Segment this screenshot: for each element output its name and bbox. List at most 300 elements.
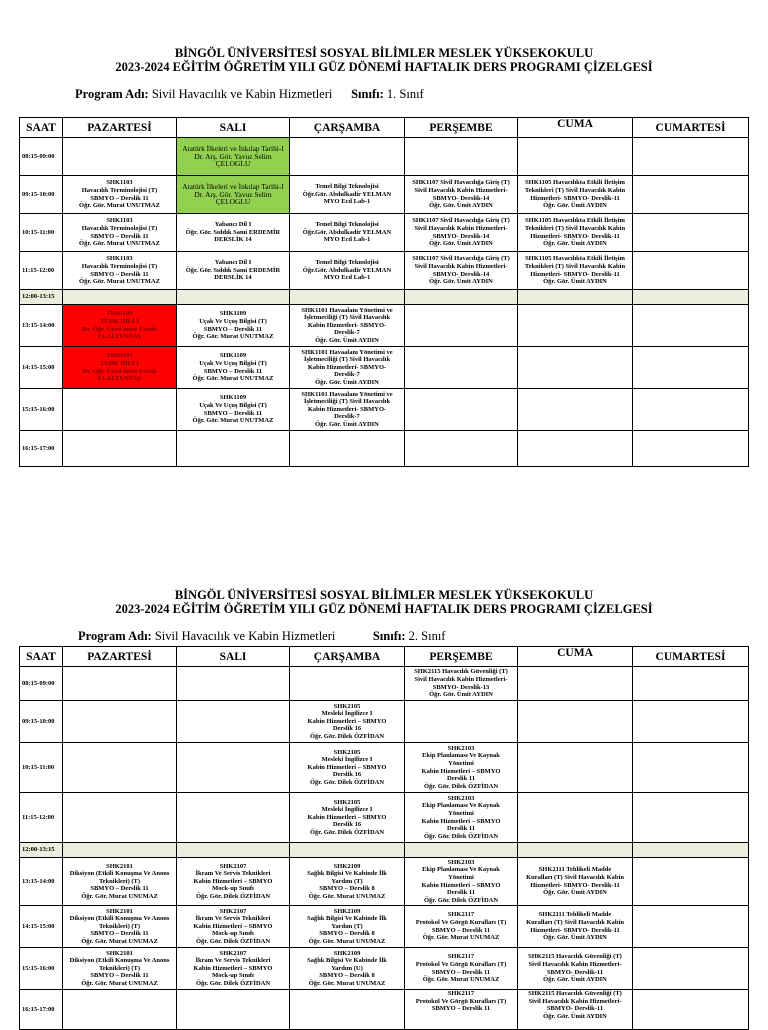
schedule-cell [177,858,290,906]
time-cell: 09:15-10:00 [20,701,63,743]
schedule-cell [177,252,290,290]
time-cell: 12:00-13:15 [20,843,63,858]
schedule-cell [405,176,518,214]
cell-line: Kabin Hizmetleri – SBMYO [193,922,273,930]
cell-line: Öğr. Gör. Murat UNUTMAZ [79,278,160,286]
cell-line: Mock-up Sınıfı [212,930,254,938]
schedule-cell [177,138,290,176]
schedule-table-2 [19,646,749,1030]
schedule-cell [518,906,633,948]
cell-line: SBMYO – Derslik 11 [90,972,149,980]
schedule-cell [405,305,518,347]
cell-line: Mock-up Sınıfı [212,972,254,980]
cell-line: SHK2117 [447,953,475,961]
col-header-saat: SAAT [20,647,63,667]
cell-line: Uçak Ve Uçuş Bilgisi (T) [199,359,267,367]
cell-line: Kabin Hizmetleri – SBMYO [421,767,501,775]
cell-line: SHK2103 [447,858,475,866]
cell-line: SBMYO- Derslik-14 [432,232,490,240]
cell-line: Öğr. Gör. Ümit AYDIN [429,202,493,210]
cell-line: TÜRK DİLİ I [100,317,139,325]
cell-line: Öğr. Gör. Ümit AYDIN [429,240,493,248]
class-label: Sınıfı: [351,87,384,101]
col-header-pazartesi: PAZARTESİ [63,118,177,138]
schedule-cell [405,138,518,176]
cell-line: SHK2101 [106,949,133,957]
time-cell: 12:00-13:15 [20,290,63,305]
cell-line: DERSLİK 14 [214,236,252,244]
cell-line: SHK1107 Sivil Havacılığa Giriş (T) [412,255,510,263]
cell-line: Yönetimi [448,809,474,817]
schedule-cell [290,701,405,743]
cell-line: Havacılık Terminolojisi (T) [81,224,158,232]
col-header-cuma: CUMA [518,118,633,138]
cell-line: Yardım (U) [331,964,363,972]
header-row [20,118,749,138]
header-row [20,647,749,667]
cell-line: Ekip Planlaması Ve Kaynak [422,802,500,810]
cell-line: İşletmeciliği (T) Sivil Havacılık [303,356,391,364]
schedule-cell [177,305,290,347]
time-cell: 13:15-14:00 [20,305,63,347]
cell-line: Öğr. Gör. Murat UNUTMAZ [192,333,274,341]
cell-line: Kabin Hizmetleri – SBMYO [421,881,501,889]
cell-line: Öğr. Gör. Dilek ÖZFİDAN [195,937,271,945]
cell-line: SHK2101 [106,862,133,870]
time-cell: 11:15-12:00 [20,252,63,290]
schedule-cell [63,214,177,252]
cell-line: SBMYO – Derslik 11 [431,926,491,934]
cell-line: Yönetimi [448,873,474,881]
time-cell: 14:15-15:00 [20,906,63,948]
schedule-cell [518,305,633,347]
cell-line: Derslik 16 [332,771,362,779]
schedule-cell [63,138,177,176]
cell-line: SBMYO – Derslik 11 [90,232,149,240]
cell-line: Sivil Havacılık Kabin Hizmetleri- [414,262,508,270]
cell-line: SBMYO – Derslik 11 [203,367,263,375]
cell-line: Hizmetleri- SBMYO- Derslik-11 [530,926,620,934]
cell-line: Teknikleri) (T) [98,964,141,972]
time-cell: 16:15-17:00 [20,990,63,1030]
cell-line: Öğr.Gör. Abdulkadir YELMAN [302,190,392,198]
col-header-cuma: CUMA [518,647,633,667]
cell-line: Öğr. Gör. Dilek ÖZFİDAN [423,832,499,840]
table-row [20,347,749,389]
cell-line: Öğr. Gör. Dilek ÖZFİDAN [423,782,499,790]
table-row [20,305,749,347]
cell-line: Protokol Ve Görgü Kuralları (T) [415,997,507,1005]
time-cell: 10:15-11:00 [20,214,63,252]
cell-line: SHK2109 [333,907,361,915]
cell-line: Kabin Hizmetleri – SBMYO [421,817,501,825]
cell-line: SHK1105 Havacılıkta Etkili İletişim [525,255,625,263]
cell-line: Kabin Hizmetleri- SBMYO- [307,321,387,329]
cell-line: İkram Ve Servis Teknikleri [195,915,271,923]
cell-line: Hizmetleri- SBMYO- Derslik-11 [530,881,620,889]
cell-line: SHK1103 [106,179,133,187]
schedule-cell [518,389,633,431]
schedule-cell [177,906,290,948]
cell-line: SBMYO- Derslik-14 [432,270,490,278]
table-row [20,176,749,214]
cell-line: SHK2117 [447,990,475,997]
schedule-cell [290,252,405,290]
cell-line: SBMYO – Derslik 8 [319,885,375,893]
cell-line: Temel Bilgi Teknolojisi [315,221,379,229]
cell-line: SHK1107 Sivil Havacılığa Giriş (T) [412,179,510,187]
cell-line: Öğr. Gör. Murat UNUMAZ [81,979,158,987]
cell-line: Öğr. Gör. Ümit AYDIN [543,202,607,210]
cell-line: Öğr. Gör. Murat UNUMAZ [422,934,500,942]
school-title: BİNGÖL ÜNİVERSİTESİ SOSYAL BİLİMLER MESLEK YÜKSEKOKULU [174,46,594,60]
cell-line: SHK2101 [106,907,133,915]
schedule-cell [518,858,633,906]
col-header-sali: SALI [177,118,290,138]
cell-line: Teknikleri (T) Sivil Havacılık Kabin [524,186,626,194]
cell-line: Öğr. Gör. Dilek ÖZFİDAN [195,979,271,987]
cell-line: Öğr. Gör. Ümit AYDIN [543,278,607,286]
schedule-cell [405,252,518,290]
cell-line: Öğr.Gör. Abdulkadir YELMAN [302,228,392,236]
cell-line: Öğr. Gör. Murat UNUTMAZ [79,240,160,248]
cell-line: Kuralları (T) Sivil Havacılık Kabin [526,918,624,926]
cell-line: Mesleki İngilizce I [321,806,373,814]
schedule-cell [290,906,405,948]
time-cell: 09:15-10:00 [20,176,63,214]
program-value: Sivil Havacılık ve Kabin Hizmetleri [154,629,336,643]
cell-line: SBMYO – Derslik 11 [203,325,263,333]
cell-line: Teknikleri) (T) [98,922,141,930]
cell-line: Havacılık Terminolojisi (T) [81,262,158,270]
cell-line: DERSLİK 14 [214,274,252,282]
cell-line: SBMYO- Derslik-11 [546,968,604,976]
schedule-cell [177,389,290,431]
schedule-cell [518,214,633,252]
schedule-cell [405,743,518,793]
cell-line: Derslik 11 [447,889,475,897]
cell-line: SBMYO – Derslik 11 [431,1005,491,1013]
cell-line: SBMYO- Derslik-13 [432,683,490,691]
time-cell: 14:15-15:00 [20,347,63,389]
cell-line: Öğr. Gör. Ümit AYDIN [429,278,493,286]
cell-line: Sağlık Bilgisi Ve Kabinde İlk [307,870,387,878]
time-cell: 08:15-09:00 [20,138,63,176]
lunch-break-row [20,290,749,305]
cell-line: Yardım (T) [331,877,363,885]
cell-line: Sivil Havacılık Kabin Hizmetleri- [414,186,508,194]
cell-line: Ekip Planlaması Ve Kaynak [422,866,500,874]
schedule-cell [405,858,518,906]
cell-line: Derslik-7 [334,371,360,379]
table-row [20,906,749,948]
cell-line: Öğr. Gör. Sıddık Sami ERDEMİR [185,266,281,274]
cell-line: Mesleki İngilizce I [321,756,373,764]
cell-line: SHK1109 [219,352,247,360]
program-label: Program Adı: [78,629,152,643]
cell-line: Kabin Hizmetleri – SBMYO [307,763,387,771]
class-label: Sınıfı: [372,629,406,643]
class-value: 2. Sınıf [408,629,446,643]
cell-line: SBMYO – Derslik 11 [90,270,149,278]
cell-line: Ekip Planlaması Ve Kaynak [422,752,500,760]
cell-line: Dr. Arş. Gör. Yavuz Selim ÇELOGLU [194,189,272,207]
cell-line: Protokol Ve Görgü Kuralları (T) [415,960,507,968]
cell-line: SHK2107 [219,949,247,957]
cell-line: Öğr. Gör. Murat UNUTMAZ [192,375,274,383]
cell-line: Sağlık Bilgisi Ve Kabinde İlk [307,957,387,965]
cell-line: SHK1107 Sivil Havacılığa Giriş (T) [412,217,510,225]
schedule-cell [63,176,177,214]
cell-line: Öğr. Gör. Ümit AYDIN [543,889,607,897]
col-header-pazartesi: PAZARTESİ [63,647,177,667]
table-row [20,431,749,467]
schedule-cell [63,347,177,389]
cell-line: Temel Bilgi Teknolojisi [315,259,379,267]
cell-line: SHK1101 Havaalanı Yönetimi ve [301,348,393,356]
cell-line: Yardım (T) [331,922,363,930]
cell-line: Teknikleri) (T) [98,877,141,885]
schedule-cell [290,305,405,347]
cell-line: Yönetimi [448,759,474,767]
col-header-cumartesi: CUMARTESİ [633,647,749,667]
cell-line: SHK1103 [106,217,133,225]
cell-line: Öğr. Gör. Murat UNUMAZ [422,976,500,984]
cell-line: Havacılık Terminolojisi (T) [81,186,158,194]
cell-line: Derslik-7 [334,413,360,421]
cell-line: SHK2111 Tehlikeli Madde [538,911,612,919]
cell-line: SHK1105 Havacılıkta Etkili İletişim [525,179,625,187]
cell-line: Öğr. Gör. Dilek ÖZFİDAN [309,778,385,786]
time-cell: 15:15-16:00 [20,389,63,431]
cell-line: İşletmeciliği (T) Sivil Havacılık [303,398,391,406]
cell-line: SHK1105 Havacılıkta Etkili İletişim [525,217,625,225]
cell-line: MYO Ecd Lab-1 [323,236,371,244]
cell-line: Derslik 11 [447,775,475,783]
cell-line: Öğr. Gör. Murat UNUMAZ [308,892,386,900]
col-header-carsamba: ÇARŞAMBA [290,647,405,667]
cell-line: SHK2105 [333,798,361,806]
cell-line: SBMYO- Derslik-11 [546,1005,604,1013]
cell-line: Öğr. Gör. Dilek ÖZFİDAN [195,892,271,900]
cell-line: Öğr. Gör. Dilek ÖZFİDAN [309,828,385,836]
cell-line: Uçak Ve Uçuş Bilgisi (T) [199,401,267,409]
cell-line: Öğr. Gör. Murat UNUMAZ [308,979,386,987]
cell-line: SBMYO – Derslik 11 [90,885,149,893]
cell-line: Sivil Havacılık Kabin Hizmetleri- [414,224,508,232]
cell-line: Diksiyon (Etkili Konuşma Ve Anons [69,915,170,923]
schedule-cell [290,743,405,793]
col-header-sali: SALI [177,647,290,667]
cell-line: Sivil Havacılık Kabin Hizmetleri- [528,960,622,968]
cell-line: Teknikleri (T) Sivil Havacılık Kabin [524,224,626,232]
schedule-cell [405,667,518,701]
cell-line: Öğr. Gör. Murat UNUMAZ [308,937,386,945]
program-value: Sivil Havacılık ve Kabin Hizmetleri [151,87,333,101]
cell-line: SHK2103 [447,744,475,752]
schedule-cell [405,347,518,389]
cell-line: SBMYO – Derslik 11 [90,930,149,938]
schedule-cell [633,214,749,252]
cell-line: Kabin Hizmetleri- SBMYO- [307,363,387,371]
time-cell: 11:15-12:00 [20,793,63,843]
cell-line: SHK2103 [447,794,475,802]
cell-line: MYO Ecd Lab-1 [323,274,371,282]
cell-line: TRD1101 [106,310,133,318]
table-row [20,214,749,252]
cell-line: İkram Ve Servis Teknikleri [195,957,271,965]
cell-line: Öğr. Gör. Murat UNUMAZ [81,892,158,900]
schedule-cell [518,176,633,214]
schedule-cell [63,252,177,290]
cell-line: Öğr. Gör. Ümit AYDIN [543,976,607,984]
cell-line: Öğr. Gör. Murat UNUMAZ [81,937,158,945]
schedule-cell [405,906,518,948]
schedule-cell [290,138,405,176]
table-row [20,701,749,743]
schedule-cell [633,389,749,431]
time-cell: 13:15-14:00 [20,858,63,906]
cell-line: TRD1101 [106,352,133,360]
schedule-cell [633,252,749,290]
cell-line: Sivil Havacılık Kabin Hizmetleri- [528,997,622,1005]
schedule-cell [633,347,749,389]
lunch-break-row [20,843,749,858]
cell-line: Hizmetleri- SBMYO- Derslik-11 [530,232,620,240]
cell-line: Öğr. Gör. Ümit AYDIN [543,934,607,942]
cell-line: TÜRK DİLİ I [100,359,139,367]
cell-line: İkram Ve Servis Teknikleri [195,870,271,878]
cell-line: SHK2115 Havacılık Güvenliği (T) [528,953,622,961]
cell-line: Dr. Öğr. Üyesi ömer Faruk [82,367,157,375]
time-cell: 16:15-17:00 [20,431,63,467]
schedule-cell [290,214,405,252]
cell-line: SHK2109 [333,862,361,870]
cell-line: SBMYO – Derslik 11 [431,968,491,976]
cell-line: Atatürk İlkeleri ve İnkılap Tarihi-I [182,144,284,154]
schedule-table-1 [19,117,749,467]
cell-line: Hizmetleri- SBMYO- Derslik-11 [530,270,620,278]
program-label: Program Adı: [75,87,149,101]
cell-line: Derslik 16 [332,725,362,733]
schedule-cell [518,252,633,290]
schedule-cell [290,948,405,990]
cell-line: SBMYO- Derslik-14 [432,194,490,202]
table-row [20,389,749,431]
cell-line: Yabancı Dil I [214,259,252,267]
table-row [20,793,749,843]
schedule-cell [633,176,749,214]
cell-line: SHK2107 [219,907,247,915]
schedule-cell [290,176,405,214]
cell-line: Öğr. Gör. Murat UNUTMAZ [79,202,160,210]
col-header-persembe: PERŞEMBE [405,647,518,667]
cell-line: Kabin Hizmetleri – SBMYO [193,877,273,885]
cell-line: SBMYO – Derslik 11 [203,409,263,417]
cell-line: SBMYO – Derslik 11 [90,194,149,202]
cell-line: Öğr. Gör. Ümit AYDIN [315,420,379,428]
cell-line: SHK2105 [333,702,361,710]
col-header-persembe: PERŞEMBE [405,118,518,138]
cell-line: Kabin Hizmetleri – SBMYO [193,964,273,972]
schedule-cell [63,948,177,990]
cell-line: Atatürk İlkeleri ve İnkılap Tarihi-I [182,182,284,192]
cell-line: Protokol Ve Görgü Kuralları (T) [415,918,507,926]
schedule-cell [177,948,290,990]
col-header-carsamba: ÇARŞAMBA [290,118,405,138]
cell-line: Derslik-7 [334,329,360,337]
cell-line: Öğr. Gör. Ümit AYDIN [429,691,493,699]
schedule-cell [177,176,290,214]
cell-line: Öğr. Gör. Ümit AYDIN [543,1012,607,1020]
cell-line: Öğr. Gör. Dilek ÖZFİDAN [423,896,499,904]
program-info-2 [78,629,445,643]
schedule-cell [290,389,405,431]
cell-line: Dr. Öğr. Üyesi ömer Faruk [82,325,157,333]
schedule-cell [63,305,177,347]
table-row [20,858,749,906]
cell-line: SHK2105 [333,748,361,756]
table-row [20,667,749,701]
schedule-cell [177,347,290,389]
cell-line: Öğr. Gör. Ümit AYDIN [315,336,379,344]
schedule-cell [405,948,518,990]
cell-line: SHK2115 Havacılık Güvenliği (T) [528,990,622,997]
schedule-cell [63,858,177,906]
cell-line: Derslik 16 [332,821,362,829]
cell-line: Mesleki İngilizce I [321,710,373,718]
cell-line: SHK2109 [333,949,361,957]
cell-line: İşletmeciliği (T) Sivil Havacılık [303,314,391,322]
cell-line: SHK1101 Havaalanı Yönetimi ve [301,390,393,398]
schedule-title-2: 2023-2024 EĞİTİM ÖĞRETİM YILI GÜZ DÖNEMİ HAFTALIK DERS PROGRAMI ÇİZELGESİ [115,602,653,616]
cell-line: SHK1109 [219,394,247,402]
schedule-cell [290,793,405,843]
col-header-cumartesi: CUMARTESİ [633,118,749,138]
cell-line: Kuralları (T) Sivil Havacılık Kabin [526,873,624,881]
schedule-cell [518,948,633,990]
cell-line: SHK2107 [219,862,247,870]
cell-line: Sağlık Bilgisi Ve Kabinde İlk [307,915,387,923]
schedule-cell [290,858,405,906]
schedule-cell [63,906,177,948]
cell-line: Uçak Ve Uçuş Bilgisi (T) [199,317,267,325]
schedule-cell [633,138,749,176]
table-row [20,252,749,290]
cell-line: Öğr.Gör. Abdulkadir YELMAN [302,266,392,274]
cell-line: SHK2111 Tehlikeli Madde [538,866,612,874]
cell-line: Dr. Arş. Gör. Yavuz Selim ÇELOGLU [194,151,272,169]
cell-line: Yabancı Dil I [214,221,252,229]
schedule-cell [405,793,518,843]
time-cell: 15:15-16:00 [20,948,63,990]
table-row [20,138,749,176]
cell-line: Kabin Hizmetleri- SBMYO- [307,405,387,413]
cell-line: ELALTUNTAŞ [98,375,141,383]
cell-line: Öğr. Gör. Sıddık Sami ERDEMİR [185,228,281,236]
cell-line: SHK2115 Havacılık Güvenliği (T) [414,668,508,676]
schedule-cell [633,305,749,347]
schedule-cell [177,214,290,252]
cell-line: Öğr. Gör. Dilek ÖZFİDAN [309,732,385,740]
cell-line: Diksiyon (Etkili Konuşma Ve Anons [69,957,170,965]
schedule-cell [518,347,633,389]
cell-line: ELALTUNTAŞ [98,333,141,341]
cell-line: Kabin Hizmetleri – SBMYO [307,813,387,821]
time-cell: 10:15-11:00 [20,743,63,793]
cell-line: SHK1101 Havaalanı Yönetimi ve [301,306,393,314]
cell-line: Öğr. Gör. Ümit AYDIN [315,378,379,386]
